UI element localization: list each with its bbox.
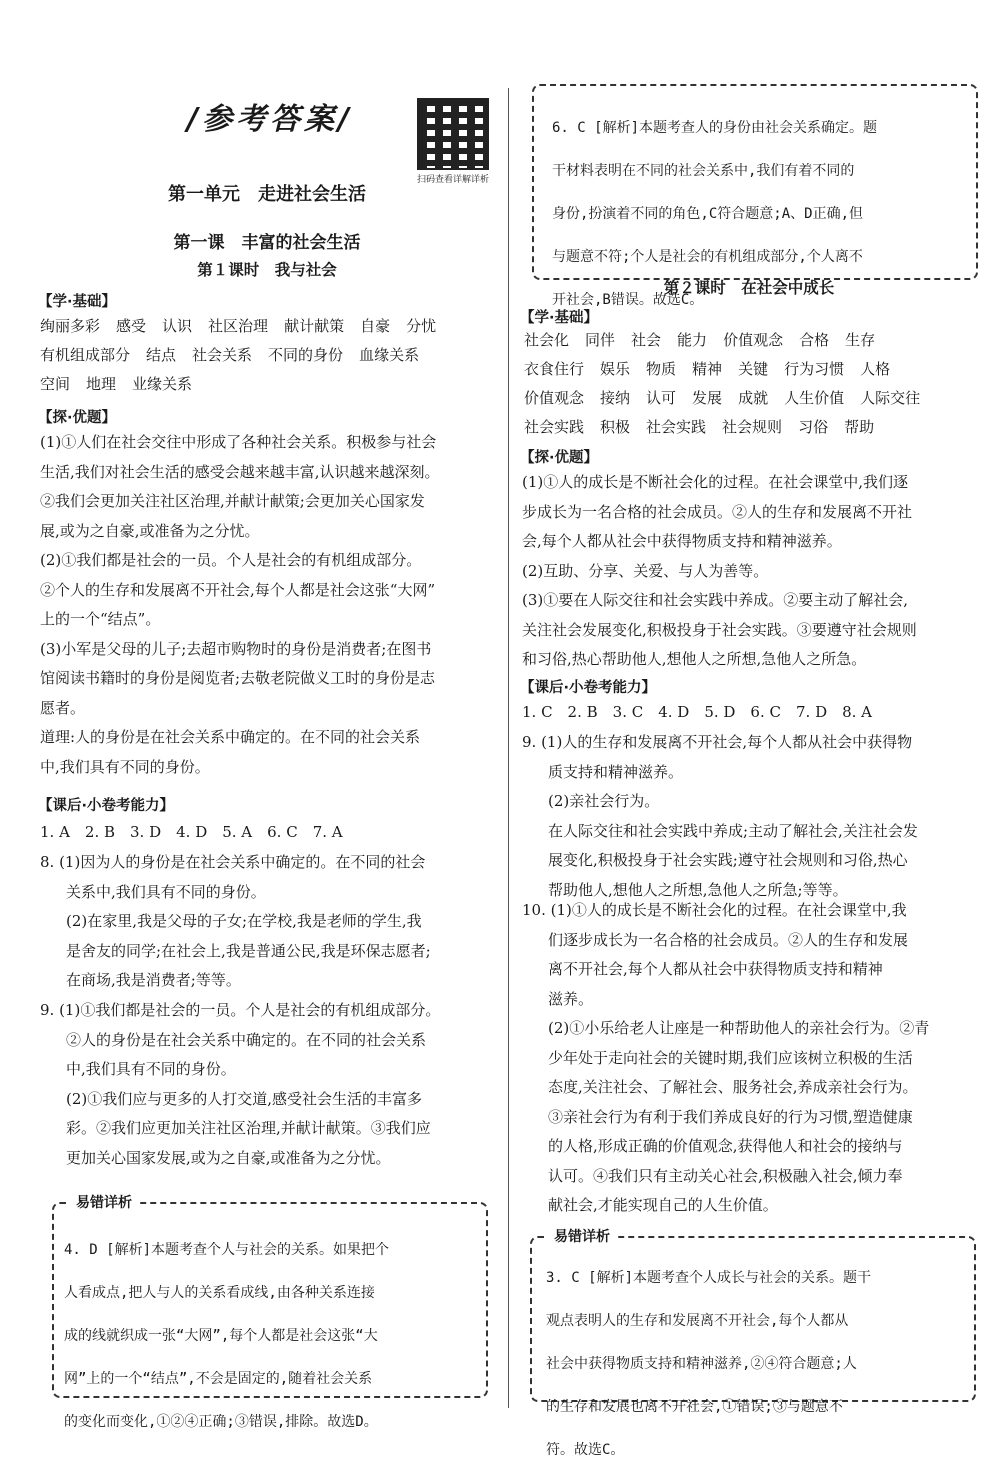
text-line: 中,我们具有不同的身份。 (40, 757, 210, 776)
text-line: (2)①我们应与更多的人打交道,感受社会生活的丰富多 (66, 1089, 423, 1108)
keyword: 接纳 (600, 389, 631, 407)
text-line: (2)互助、分享、关爱、与人为善等。 (522, 561, 769, 580)
text-line: 愿者。 (40, 698, 86, 717)
keyword-row (40, 312, 500, 341)
text-line: 10. (1)①人的成长是不断社会化的过程。在社会课堂中,我 (522, 901, 907, 919)
error-analysis-text-left (64, 1222, 484, 1451)
text-line: 关注社会发展变化,积极投身于社会实践。③要遵守社会规则 (522, 620, 917, 639)
keyword: 同伴 (585, 331, 616, 349)
text-line: 态度,关注社会、了解社会、服务社会,养成亲社会行为。 (548, 1078, 918, 1096)
keyword: 社会关系 (192, 346, 253, 364)
keyword: 有机组成部分 (40, 346, 131, 364)
keyword: 不同的身份 (268, 346, 344, 364)
keyword: 结点 (146, 346, 177, 364)
text-line: 观点表明人的生存和发展离不开社会,每个人都从 (546, 1313, 849, 1329)
keyword: 绚丽多彩 (40, 317, 101, 335)
keyword: 衣食住行 (524, 360, 585, 378)
text-line: 展,或为之自豪,或准备为之分忧。 (40, 521, 260, 540)
text-line: 在人际交往和社会实践中养成;主动了解社会,关注社会发 (548, 821, 918, 840)
keyword: 积极 (600, 418, 631, 436)
text-line: 生活,我们对社会生活的感受会越来越丰富,认识越来越深刻。 (40, 462, 440, 481)
keyword: 感受 (116, 317, 147, 335)
text-line: 身份,扮演着不同的角色,C符合题意;A、D正确,但 (552, 206, 863, 222)
text-line: (3)①要在人际交往和社会实践中养成。②要主动了解社会, (522, 591, 909, 609)
keyword: 合格 (799, 331, 830, 349)
keyword: 自豪 (360, 317, 391, 335)
text-line: 滋养。 (548, 989, 594, 1008)
text-line: 上的一个“结点”。 (40, 610, 161, 628)
text-line: 的生存和发展也离不开社会,①错误;③与题意不 (546, 1399, 843, 1415)
keyword: 献计献策 (284, 317, 345, 335)
error-analysis-text-right (546, 1250, 972, 1479)
text-line: 成的线就织成一张“大网”,每个人都是社会这张“大 (64, 1328, 378, 1344)
text-line: 是舍友的同学;在社会上,我是普通公民,我是环保志愿者; (66, 941, 431, 960)
keyword: 帮助 (844, 418, 875, 436)
keyword-row (524, 355, 980, 384)
keyword: 价值观念 (524, 389, 585, 407)
keyword: 分忧 (406, 317, 437, 335)
text-line: 帮助他人,想他人之所想,急他人之所急;等等。 (548, 880, 848, 899)
question-9-answer-right (522, 728, 984, 905)
question-10-answer (522, 896, 984, 1221)
keyword-row (40, 370, 500, 399)
text-line: 步成长为一名合格的社会成员。②人的生存和发展离不开社 (522, 502, 913, 521)
text-line: (1)①人们在社会交往中形成了各种社会关系。积极参与社会 (40, 433, 437, 451)
text-line: (2)①小乐给老人让座是一种帮助他人的亲社会行为。②青 (548, 1019, 930, 1037)
keyword: 血缘关系 (359, 346, 420, 364)
keyword: 社区治理 (208, 317, 269, 335)
text-line: (1)①人的成长是不断社会化的过程。在社会课堂中,我们逐 (522, 473, 909, 491)
text-line: 关系中,我们具有不同的身份。 (66, 882, 266, 901)
text-line: 中,我们具有不同的身份。 (66, 1060, 236, 1078)
mc-answers-left: 1. A 2. B 3. D 4. D 5. A 6. C 7. A (40, 823, 343, 841)
basic-keywords-left (40, 312, 500, 399)
text-line: (3)小军是父母的儿子;去超市购物时的身份是消费者;在图书 (40, 639, 432, 658)
keyword-row (524, 326, 980, 355)
keyword: 业缘关系 (132, 375, 193, 393)
text-line: 4. D [解析]本题考查个人与社会的关系。如果把个 (64, 1242, 389, 1258)
keyword: 价值观念 (723, 331, 784, 349)
text-line: 和习俗,热心帮助他人,想他人之所想,急他人之所急。 (522, 650, 867, 668)
keyword-row (524, 413, 980, 442)
text-line: 更加关心国家发展,或为之自豪,或准备为之分忧。 (66, 1148, 391, 1167)
lesson-title: 第一课 丰富的社会生活 (173, 233, 361, 253)
keyword: 社会规则 (722, 418, 783, 436)
keyword: 娱乐 (600, 360, 631, 378)
text-line: 人看成点,把人与人的关系看成线,由各种关系连接 (64, 1285, 375, 1301)
keyword: 空间 (40, 375, 71, 393)
qr-code[interactable] (410, 98, 496, 188)
keyword: 社会化 (524, 331, 570, 349)
keyword: 习俗 (798, 418, 829, 436)
keyword: 关键 (738, 360, 769, 378)
keyword-row (40, 341, 500, 370)
text-line: 的变化而变化,①②④正确;③错误,排除。故选D。 (64, 1414, 378, 1430)
text-line: 的人格,形成正确的价值观念,获得他人和社会的接纳与 (548, 1137, 903, 1155)
text-line: ③亲社会行为有利于我们养成良好的行为习惯,塑造健康 (548, 1107, 913, 1126)
error-analysis-title-right: 易错详析 (548, 1226, 616, 1246)
question-8-answer (40, 848, 502, 996)
keyword: 能力 (677, 331, 708, 349)
keyword: 发展 (692, 389, 723, 407)
text-line: 离不开社会,每个人都从社会中获得物质支持和精神 (548, 960, 883, 978)
text-line: 6. C [解析]本题考查人的身份由社会关系确定。题 (552, 120, 877, 136)
column-divider (508, 88, 509, 1408)
section-after-left: 【课后·小卷考能力】 (38, 798, 175, 814)
text-line: 开社会,B错误。故选C。 (552, 292, 704, 308)
text-line: 8. (1)因为人的身份是在社会关系中确定的。在不同的社会 (40, 853, 426, 871)
keyword: 行为习惯 (784, 360, 845, 378)
text-line: 在商场,我是消费者;等等。 (66, 971, 241, 989)
explore-answers-right (522, 468, 984, 675)
keyword: 物质 (646, 360, 677, 378)
text-line: 认可。④我们只有主动关心社会,积极融入社会,倾力奉 (548, 1166, 903, 1185)
text-line: 网”上的一个“结点”,不会是固定的,随着社会关系 (64, 1371, 373, 1387)
keyword: 地理 (86, 375, 117, 393)
text-line: 彩。②我们应更加关注社区治理,并献计献策。③我们应 (66, 1119, 431, 1137)
keyword: 社会 (631, 331, 662, 349)
keyword: 人生价值 (784, 389, 845, 407)
keyword: 认识 (162, 317, 193, 335)
qr-caption: 扫码查看详解详析 (416, 175, 489, 185)
period-title-1: 第１课时 我与社会 (197, 261, 337, 279)
text-line: 少年处于走向社会的关键时期,我们应该树立积极的生活 (548, 1048, 913, 1067)
page-title: /参考答案/ (187, 102, 353, 137)
section-basic-left: 【学·基础】 (38, 294, 117, 310)
keyword: 人际交往 (860, 389, 921, 407)
text-line: 与题意不符;个人是社会的有机组成部分,个人离不 (552, 249, 863, 265)
section-explore-left: 【探·优题】 (38, 410, 117, 426)
keyword: 生存 (845, 331, 876, 349)
keyword: 精神 (692, 360, 723, 378)
section-basic-right: 【学·基础】 (520, 310, 599, 326)
keyword: 认可 (646, 389, 677, 407)
question-9-answer-left (40, 996, 502, 1173)
text-line: (2)在家里,我是父母的子女;在学校,我是老师的学生,我 (66, 912, 422, 930)
text-line: 献社会,才能实现自己的人生价值。 (548, 1196, 778, 1214)
keyword: 人格 (860, 360, 891, 378)
text-line: (2)①我们都是社会的一员。个人是社会的有机组成部分。 (40, 551, 422, 569)
keyword: 社会实践 (646, 418, 707, 436)
unit-title: 第一单元 走进社会生活 (168, 184, 366, 205)
text-line: 道理:人的身份是在社会关系中确定的。在不同的社会关系 (40, 728, 421, 746)
keyword: 社会实践 (524, 418, 585, 436)
text-line: 馆阅读书籍时的身份是阅览者;去敬老院做义工时的身份是志 (40, 669, 436, 687)
text-line: ②我们会更加关注社区治理,并献计献策;会更加关心国家发 (40, 492, 425, 510)
mc-answers-right: 1. C 2. B 3. C 4. D 5. D 6. C 7. D 8. A (522, 703, 873, 721)
text-line: 们逐步成长为一名合格的社会成员。②人的生存和发展 (548, 930, 909, 949)
section-explore-right: 【探·优题】 (520, 450, 599, 466)
text-line: 9. (1)①我们都是社会的一员。个人是社会的有机组成部分。 (40, 1001, 441, 1019)
error-analysis-title-left: 易错详析 (70, 1192, 138, 1212)
text-line: ②个人的生存和发展离不开社会,每个人都是社会这张“大网” (40, 580, 436, 599)
qr-code-icon (417, 98, 489, 170)
keyword: 成就 (738, 389, 769, 407)
basic-keywords-right (524, 326, 980, 442)
text-line: 质支持和精神滋养。 (548, 762, 684, 781)
text-line: 9. (1)人的生存和发展离不开社会,每个人都从社会中获得物 (522, 733, 913, 751)
text-line: 会,每个人都从社会中获得物质支持和精神滋养。 (522, 532, 842, 550)
text-line: (2)亲社会行为。 (548, 792, 660, 810)
text-line: 干材料表明在不同的社会关系中,我们有着不同的 (552, 163, 855, 179)
text-line: 符。故选C。 (546, 1442, 625, 1458)
text-line: 3. C [解析]本题考查个人成长与社会的关系。题干 (546, 1270, 871, 1286)
period-title-2: 第２课时 在社会中成长 (663, 279, 835, 297)
text-line: 社会中获得物质支持和精神滋养,②④符合题意;人 (546, 1356, 857, 1372)
explore-answers-left (40, 428, 502, 782)
section-after-right: 【课后·小卷考能力】 (520, 680, 657, 696)
text-line: 展变化,积极投身于社会实践;遵守社会规则和习俗,热心 (548, 851, 908, 869)
text-line: ②人的身份是在社会关系中确定的。在不同的社会关系 (66, 1030, 427, 1049)
keyword-row (524, 384, 980, 413)
